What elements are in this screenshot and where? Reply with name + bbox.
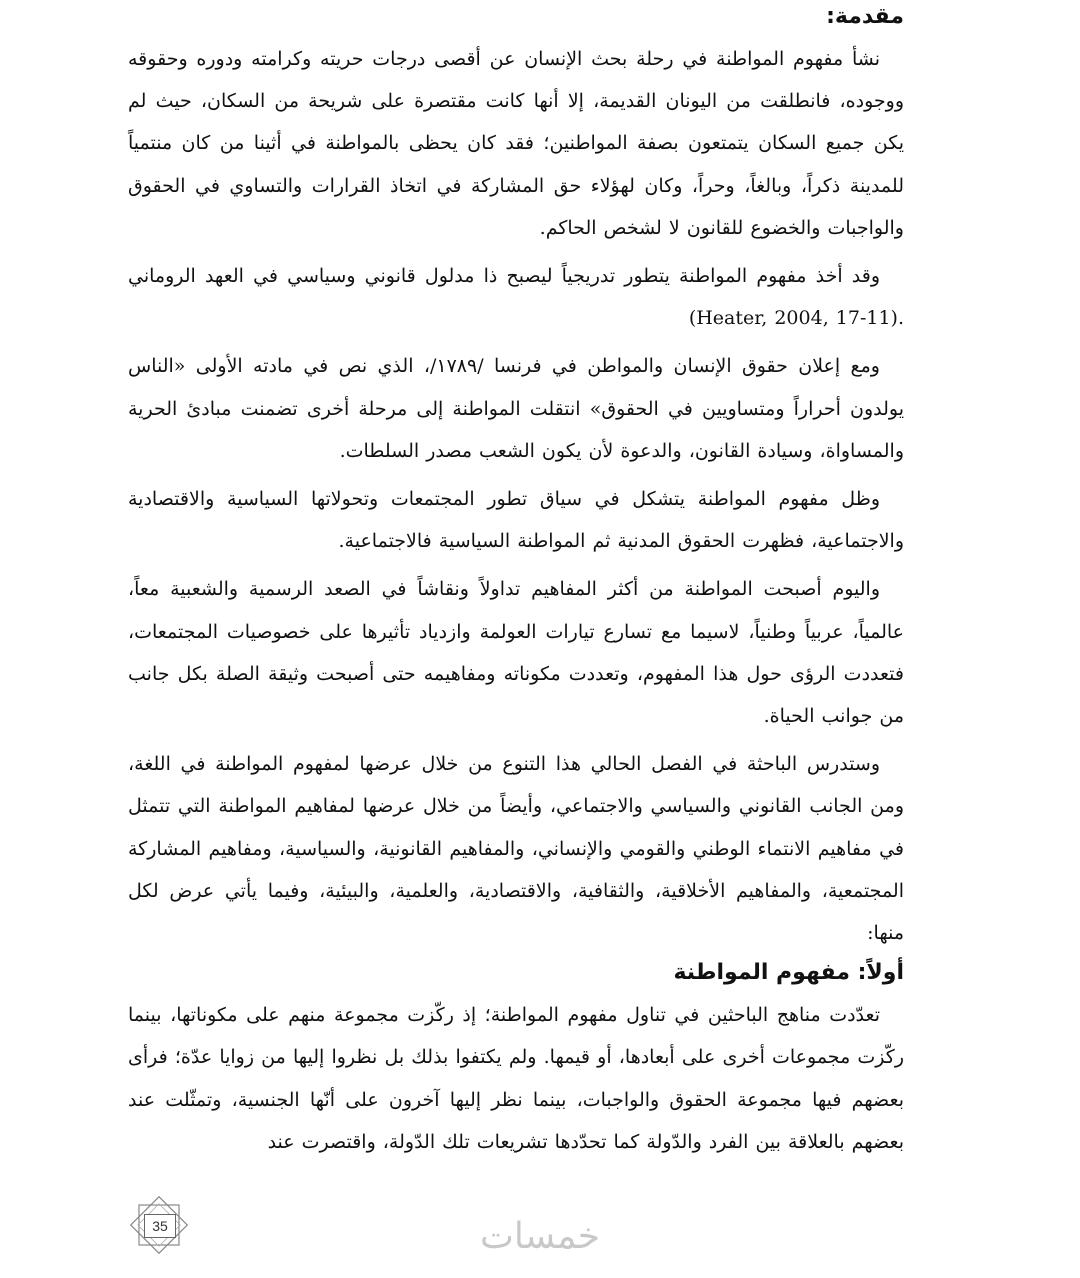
paragraph-section-intro: تعدّدت مناهج الباحثين في تناول مفهوم المواطنة؛ إذ ركّزت مجموعة منهم على مكوناتها، بينما ركّزت مجموعات أخرى على أبعادها، أو قيمها. ولم يكتفوا بذلك بل نظروا إليها من زوايا عدّة؛ فرأى بعضهم فيها مجموعة الحقوق والواجبات، بينما نظر إليها آخرون على أنّها الجنسية، وتمثّلت عند بعضهم بالعلاقة بين الفرد والدّولة كما تحدّدها تشريعات تلك الدّولة، واقتصرت عند <box>128 1004 904 1153</box>
intro-heading: مقدمة: <box>826 4 904 29</box>
paragraph-roman <box>128 255 904 339</box>
paragraph-french-declaration: ومع إعلان حقوق الإنسان والمواطن في فرنسا /١٧٨٩/، الذي نص في مادته الأولى «الناس يولدون أحراراً ومتساويين في الحقوق» انتقلت المواطنة إلى مرحلة أخرى تضمنت مبادئ الحرية والمساواة، وسيادة القانون، والدعوة لأن يكون الشعب مصدر السلطات. <box>128 355 904 462</box>
paragraph-today: واليوم أصبحت المواطنة من أكثر المفاهيم تداولاً ونقاشاً في الصعد الرسمية والشعبية معاً، عالمياً، عربياً وطنياً، لاسيما مع تسارع تيارات العولمة وازدياد تأثيرها على خصوصيات المجتمعات، فتعددت الرؤى حول هذا المفهوم، وتعددت مكوناته ومفاهيمه حتى أصبحت وثيقة الصلة بكل جانب من جوانب الحياة. <box>128 578 904 728</box>
paragraph-evolution: وظل مفهوم المواطنة يتشكل في سياق تطور المجتمعات وتحولاتها السياسية والاقتصادية والاجتماعية، فظهرت الحقوق المدنية ثم المواطنة السياسية فالاجتماعية. <box>128 488 904 553</box>
paragraph-study-plan: وستدرس الباحثة في الفصل الحالي هذا التنوع من خلال عرضها لمفهوم المواطنة في اللغة، ومن الجانب القانوني والسياسي والاجتماعي، وأيضاً من خلال عرضها لمفاهيم المواطنة التي تتمثل في مفاهيم الانتماء الوطني والقومي والإنساني، والمفاهيم القانونية، والسياسية، ومفاهيم المشاركة المجتمعية، والمفاهيم الأخلاقية، والثقافية، والاقتصادية، والعلمية، والبيئية، وفيما يأتي عرض لكل منها: <box>128 753 904 945</box>
section-heading: أولاً: مفهوم المواطنة <box>673 960 904 986</box>
citation: (Heater, 2004, 17-11). <box>688 307 904 330</box>
document-body <box>128 0 904 1169</box>
paragraph-origin: نشأ مفهوم المواطنة في رحلة بحث الإنسان عن أقصى درجات حريته وكرامته ودوره وحقوقه ووجوده، فانطلقت من اليونان القديمة، إلا أنها كانت مقتصرة على شريحة من السكان، حيث لم يكن جميع السكان يتمتعون بصفة المواطنين؛ فقد كان يحظى بالمواطنة في أثينا من كان منتمياً للمدينة ذكراً، وبالغاً، وحراً، وكان لهؤلاء حق المشاركة في اتخاذ القرارات والتساوي في الحقوق والواجبات والخضوع للقانون لا لشخص الحاكم. <box>128 48 904 239</box>
page-number: 35 <box>144 1214 176 1238</box>
watermark-logo: خمسات <box>479 1216 601 1257</box>
paragraph-roman-text: وقد أخذ مفهوم المواطنة يتطور تدريجياً ليصبح ذا مدلول قانوني وسياسي في العهد الروماني <box>128 265 880 288</box>
